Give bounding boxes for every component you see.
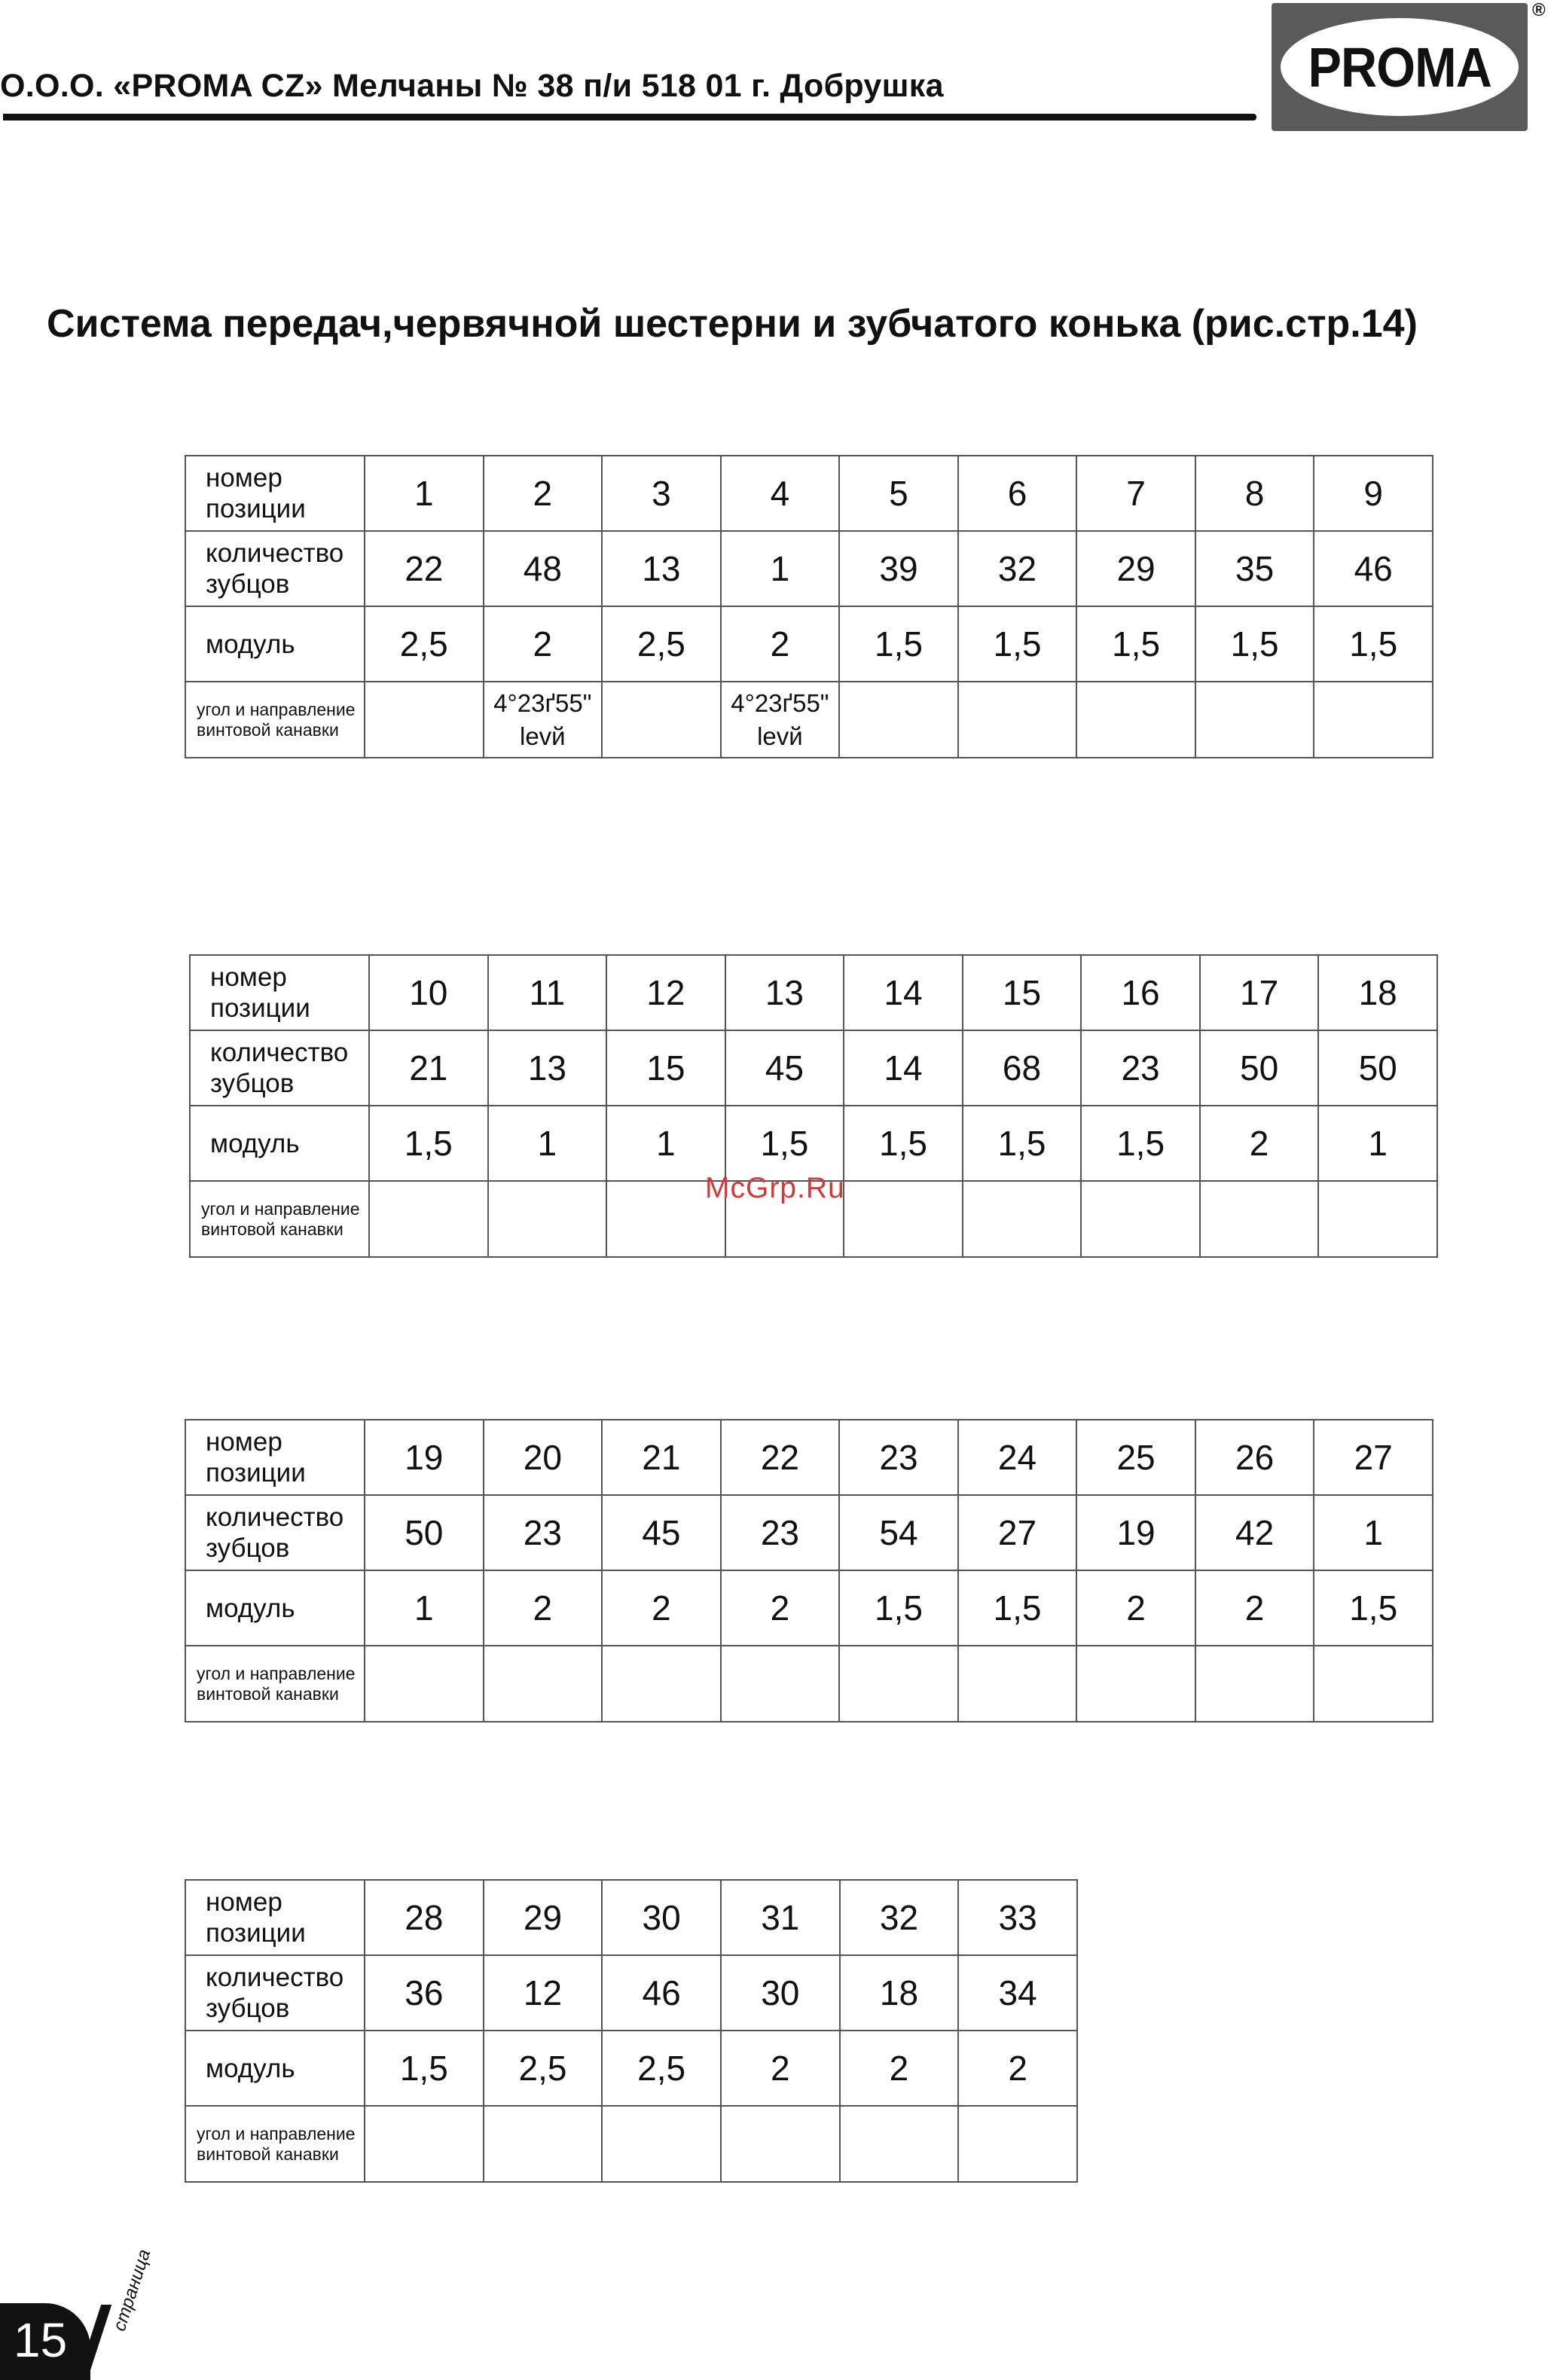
module-cell: 1,5: [958, 1570, 1077, 1646]
angle-cell: [365, 682, 484, 758]
row-label-teeth: [185, 1495, 365, 1570]
row-label-line: винтовой канавки: [197, 1683, 339, 1704]
teeth-cell: 50: [1200, 1030, 1319, 1106]
teeth-cell: 29: [1076, 531, 1195, 606]
angle-cell: [721, 682, 840, 758]
teeth-cell: 13: [488, 1030, 607, 1106]
positions-cell: 3: [602, 456, 721, 531]
teeth-cell: 35: [1195, 531, 1314, 606]
teeth-cell: 36: [365, 1955, 484, 2031]
positions-cell: 28: [365, 1880, 484, 1955]
positions-cell: 10: [369, 955, 488, 1030]
module-cell: 1,5: [1314, 606, 1433, 682]
gear-table-1: [185, 455, 1433, 758]
table-row: [185, 2031, 1077, 2106]
row-label-line: количество: [210, 1038, 349, 1067]
table-row: [185, 2106, 1077, 2182]
teeth-cell: 22: [365, 531, 484, 606]
row-label-line: количество: [206, 1503, 344, 1532]
logo-text: PROMA: [1308, 35, 1491, 99]
row-label-line: зубцов: [210, 1069, 295, 1098]
row-label-line: номер: [210, 963, 287, 992]
teeth-cell: 21: [369, 1030, 488, 1106]
module-cell: 2: [484, 606, 603, 682]
angle-cell: [602, 1646, 721, 1722]
row-label-teeth: [185, 1955, 365, 2031]
module-cell: 2: [721, 2031, 840, 2106]
teeth-cell: 48: [484, 531, 603, 606]
page-title: Система передач,червячной шестерни и зубчатого конька (рис.стр.14): [47, 302, 1418, 346]
module-cell: 1,5: [839, 606, 958, 682]
module-cell: 2: [602, 1570, 721, 1646]
table-row: [190, 1030, 1437, 1106]
angle-cell: [963, 1181, 1082, 1257]
watermark: McGrp.Ru: [705, 1172, 845, 1204]
row-label-line: номер: [206, 1427, 282, 1457]
table-row: [185, 682, 1433, 758]
module-cell: 1,5: [844, 1106, 963, 1181]
angle-cell: [844, 1181, 963, 1257]
teeth-cell: 13: [602, 531, 721, 606]
module-cell: 1: [606, 1106, 725, 1181]
proma-logo: [1272, 3, 1528, 131]
positions-cell: 32: [840, 1880, 959, 1955]
teeth-cell: 23: [1081, 1030, 1200, 1106]
positions-cell: 11: [488, 955, 607, 1030]
gear-table-4: [185, 1879, 1078, 2183]
teeth-cell: 1: [721, 531, 840, 606]
module-cell: 1,5: [1081, 1106, 1200, 1181]
module-cell: 1,5: [963, 1106, 1082, 1181]
table-row: [190, 1106, 1437, 1181]
angle-cell: [484, 682, 603, 758]
angle-cell: [721, 1646, 840, 1722]
module-cell: 2: [1200, 1106, 1319, 1181]
angle-cell: [602, 2106, 721, 2182]
teeth-cell: 18: [840, 1955, 959, 2031]
positions-cell: 27: [1314, 1420, 1433, 1495]
teeth-cell: 39: [839, 531, 958, 606]
row-label-teeth: [190, 1030, 369, 1106]
table-row: [185, 606, 1433, 682]
gear-table-2: [189, 954, 1438, 1258]
angle-cell: [958, 1646, 1077, 1722]
angle-cell: [958, 2106, 1077, 2182]
angle-line: levй: [520, 722, 566, 750]
registered-mark: ®: [1532, 0, 1546, 20]
angle-cell: [365, 2106, 484, 2182]
positions-cell: 21: [602, 1420, 721, 1495]
angle-cell: [839, 682, 958, 758]
angle-cell: [369, 1181, 488, 1257]
positions-cell: 22: [721, 1420, 840, 1495]
teeth-cell: 46: [1314, 531, 1433, 606]
gear-table-3: [185, 1419, 1433, 1722]
positions-cell: 12: [606, 955, 725, 1030]
logo-oval: [1281, 18, 1519, 116]
row-label-line: винтовой канавки: [201, 1219, 343, 1239]
module-cell: 1,5: [1314, 1570, 1433, 1646]
module-cell: 1,5: [839, 1570, 958, 1646]
row-label-line: номер: [206, 463, 282, 493]
angle-cell: [1076, 1646, 1195, 1722]
angle-cell: [839, 1646, 958, 1722]
module-cell: 1,5: [958, 606, 1077, 682]
positions-cell: 13: [725, 955, 844, 1030]
row-label-position: [185, 1880, 365, 1955]
page-number: 15: [14, 2313, 68, 2367]
teeth-cell: 54: [839, 1495, 958, 1570]
page-word: страница: [109, 2247, 155, 2334]
module-cell: 1: [488, 1106, 607, 1181]
row-label-teeth: [185, 531, 365, 606]
header-divider: [3, 114, 1256, 121]
positions-cell: 31: [721, 1880, 840, 1955]
angle-line: 4°23ґ55": [493, 688, 592, 717]
teeth-cell: 46: [602, 1955, 721, 2031]
row-label-module: модуль: [185, 606, 365, 682]
teeth-cell: 1: [1314, 1495, 1433, 1570]
positions-cell: 14: [844, 955, 963, 1030]
angle-cell: [1076, 682, 1195, 758]
positions-cell: 6: [958, 456, 1077, 531]
angle-cell: [365, 1646, 484, 1722]
positions-cell: 24: [958, 1420, 1077, 1495]
module-cell: 2: [958, 2031, 1077, 2106]
table-row: [190, 955, 1437, 1030]
angle-cell: [488, 1181, 607, 1257]
positions-cell: 16: [1081, 955, 1200, 1030]
row-label-line: зубцов: [206, 569, 290, 599]
teeth-cell: 50: [365, 1495, 484, 1570]
angle-cell: [958, 682, 1077, 758]
teeth-cell: 45: [602, 1495, 721, 1570]
row-label-module: модуль: [190, 1106, 369, 1181]
teeth-cell: 19: [1076, 1495, 1195, 1570]
angle-cell: [1314, 682, 1433, 758]
positions-cell: 2: [484, 456, 603, 531]
teeth-cell: 27: [958, 1495, 1077, 1570]
row-label-line: угол и направление: [197, 1663, 356, 1683]
angle-cell: [1081, 1181, 1200, 1257]
positions-cell: 1: [365, 456, 484, 531]
teeth-cell: 32: [958, 531, 1077, 606]
angle-cell: [1200, 1181, 1319, 1257]
teeth-cell: 68: [963, 1030, 1082, 1106]
row-label-line: позиции: [206, 494, 306, 523]
positions-cell: 20: [484, 1420, 603, 1495]
module-cell: 2: [1195, 1570, 1314, 1646]
module-cell: 2: [721, 606, 840, 682]
row-label-line: количество: [206, 539, 344, 568]
positions-cell: 19: [365, 1420, 484, 1495]
angle-cell: [1318, 1181, 1437, 1257]
positions-cell: 9: [1314, 456, 1433, 531]
row-label-module: модуль: [185, 2031, 365, 2106]
angle-cell: [1314, 1646, 1433, 1722]
positions-cell: 26: [1195, 1420, 1314, 1495]
angle-cell: [484, 2106, 603, 2182]
row-label-line: винтовой канавки: [197, 2144, 339, 2164]
positions-cell: 7: [1076, 456, 1195, 531]
positions-cell: 15: [963, 955, 1082, 1030]
row-label-angle: [185, 682, 365, 758]
table-row: [185, 1420, 1433, 1495]
module-cell: 1,5: [725, 1106, 844, 1181]
angle-line: 4°23ґ55": [731, 688, 829, 717]
module-cell: 1: [365, 1570, 484, 1646]
positions-cell: 17: [1200, 955, 1319, 1030]
module-cell: 2: [840, 2031, 959, 2106]
teeth-cell: 12: [484, 1955, 603, 2031]
teeth-cell: 23: [484, 1495, 603, 1570]
row-label-line: винтовой канавки: [197, 719, 339, 740]
module-cell: 2,5: [602, 606, 721, 682]
row-label-line: позиции: [206, 1918, 306, 1948]
row-label-line: угол и направление: [197, 699, 356, 719]
row-label-position: [185, 1420, 365, 1495]
row-label-line: номер: [206, 1887, 282, 1917]
table-row: [185, 1495, 1433, 1570]
module-cell: 2,5: [602, 2031, 721, 2106]
row-label-position: [185, 456, 365, 531]
teeth-cell: 42: [1195, 1495, 1314, 1570]
row-label-line: зубцов: [206, 1533, 290, 1563]
angle-cell: [721, 2106, 840, 2182]
teeth-cell: 30: [721, 1955, 840, 2031]
positions-cell: 29: [484, 1880, 603, 1955]
row-label-line: количество: [206, 1963, 344, 1992]
row-label-angle: [185, 2106, 365, 2182]
row-label-line: угол и направление: [197, 2123, 356, 2144]
module-cell: 2: [1076, 1570, 1195, 1646]
teeth-cell: 50: [1318, 1030, 1437, 1106]
angle-cell: [1195, 682, 1314, 758]
row-label-position: [190, 955, 369, 1030]
module-cell: 1,5: [369, 1106, 488, 1181]
positions-cell: 30: [602, 1880, 721, 1955]
teeth-cell: 15: [606, 1030, 725, 1106]
module-cell: 2: [484, 1570, 603, 1646]
table-row: [185, 1955, 1077, 2031]
positions-cell: 33: [958, 1880, 1077, 1955]
angle-cell: [1195, 1646, 1314, 1722]
row-label-module: модуль: [185, 1570, 365, 1646]
module-cell: 1: [1318, 1106, 1437, 1181]
positions-cell: 18: [1318, 955, 1437, 1030]
module-cell: 2,5: [365, 606, 484, 682]
row-label-line: зубцов: [206, 1994, 290, 2023]
angle-cell: [484, 1646, 603, 1722]
positions-cell: 5: [839, 456, 958, 531]
module-cell: 2,5: [484, 2031, 603, 2106]
angle-line: levй: [757, 722, 803, 750]
teeth-cell: 34: [958, 1955, 1077, 2031]
table-row: [185, 531, 1433, 606]
module-cell: 1,5: [365, 2031, 484, 2106]
table-row: [185, 1570, 1433, 1646]
table-row: [185, 456, 1433, 531]
module-cell: 1,5: [1076, 606, 1195, 682]
row-label-angle: [190, 1181, 369, 1257]
row-label-angle: [185, 1646, 365, 1722]
angle-cell: [602, 682, 721, 758]
positions-cell: 8: [1195, 456, 1314, 531]
row-label-line: угол и направление: [201, 1198, 360, 1219]
positions-cell: 25: [1076, 1420, 1195, 1495]
row-label-line: позиции: [206, 1458, 306, 1488]
angle-cell: [840, 2106, 959, 2182]
company-header: О.О.О. «PROMA CZ» Мелчаны № 38 п/и 518 01 г. Добрушка: [0, 68, 944, 104]
table-row: [185, 1646, 1433, 1722]
teeth-cell: 23: [721, 1495, 840, 1570]
positions-cell: 23: [839, 1420, 958, 1495]
positions-cell: 4: [721, 456, 840, 531]
teeth-cell: 45: [725, 1030, 844, 1106]
row-label-line: позиции: [210, 993, 310, 1023]
table-row: [185, 1880, 1077, 1955]
teeth-cell: 14: [844, 1030, 963, 1106]
module-cell: 1,5: [1195, 606, 1314, 682]
module-cell: 2: [721, 1570, 840, 1646]
